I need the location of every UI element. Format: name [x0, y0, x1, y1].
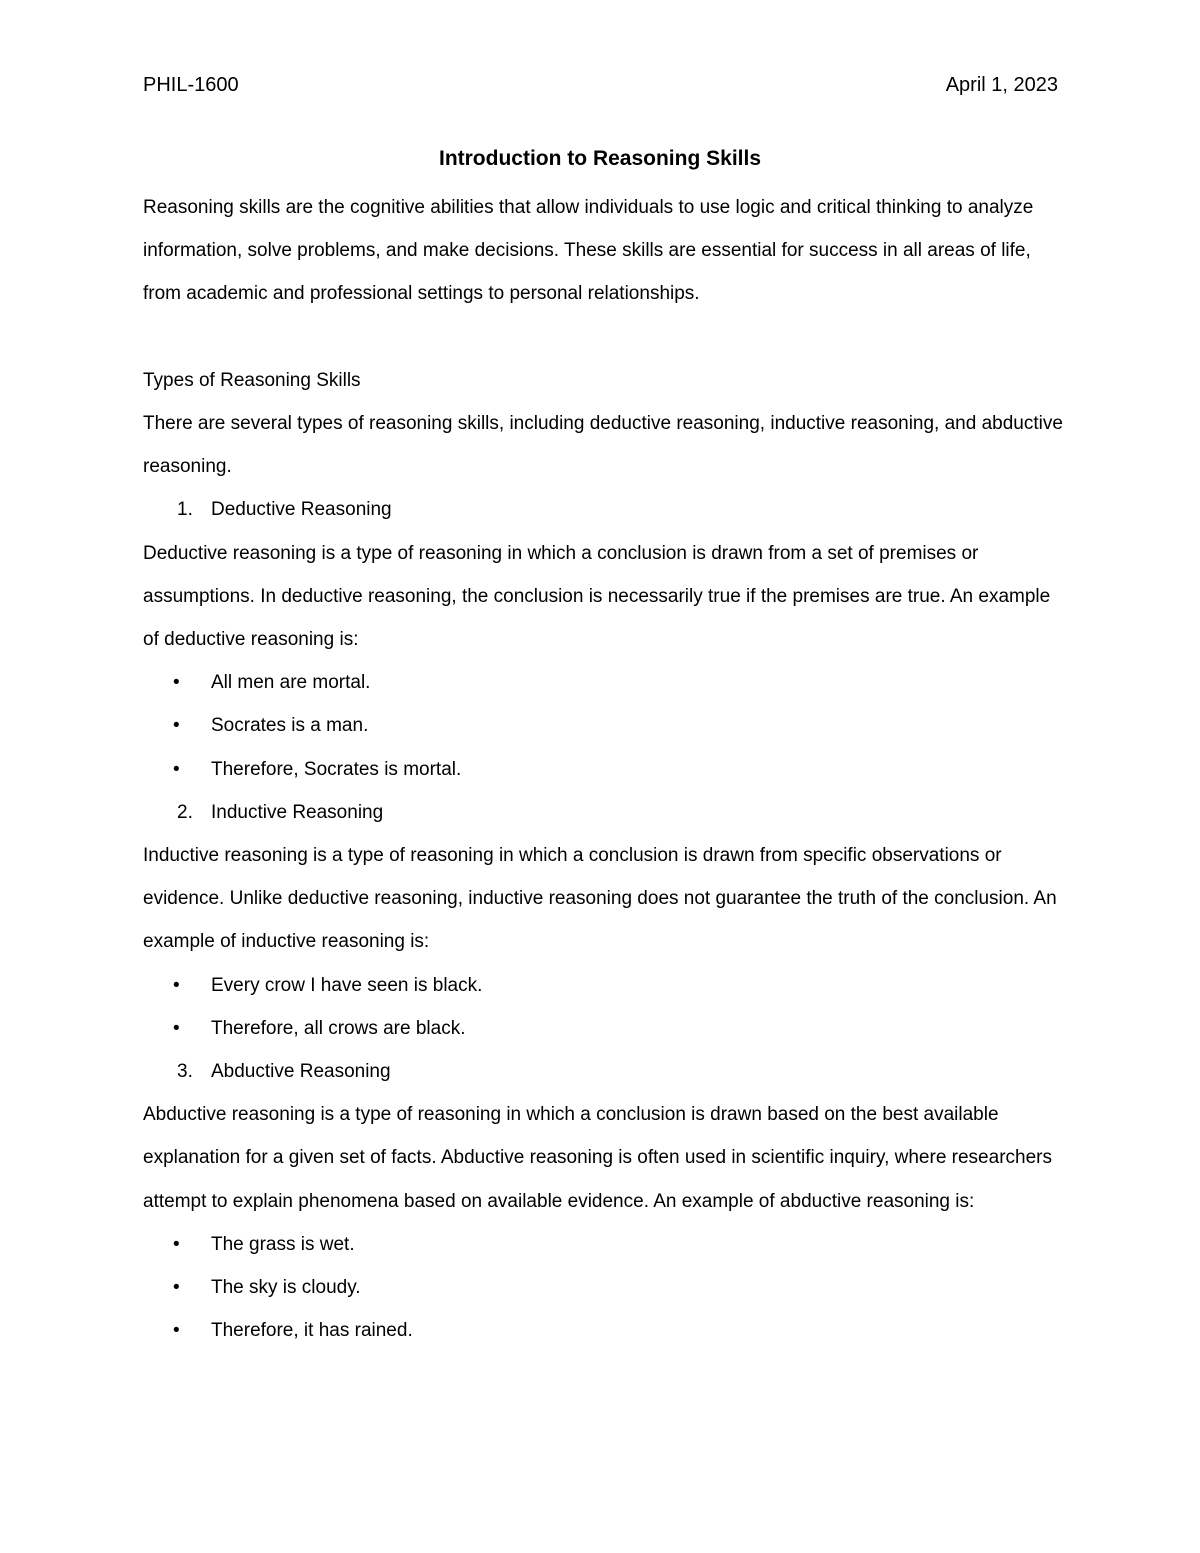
- document-body: [143, 186, 1063, 1352]
- list-item: [143, 1266, 1063, 1309]
- list-item: [143, 964, 1063, 1007]
- section-heading-label: Abductive Reasoning: [211, 1061, 391, 1083]
- bullet-icon: •: [173, 974, 180, 996]
- bullet-icon: •: [173, 715, 180, 737]
- bullet-text: Socrates is a man.: [211, 715, 369, 737]
- abductive-paragraph: Abductive reasoning is a type of reasoning in which a conclusion is drawn based on the best available explanation for a given set of facts. Abductive reasoning is often used in scientific inquiry, where researchers attempt to explain phenomena based on available evidence. An example of abductive reasoning is:: [143, 1104, 1052, 1212]
- bullet-text: All men are mortal.: [211, 672, 371, 694]
- list-number: 2.: [177, 801, 193, 823]
- bullet-icon: •: [173, 1277, 180, 1299]
- document-title: Introduction to Reasoning Skills: [438, 147, 761, 170]
- list-item: [143, 704, 1063, 747]
- deductive-paragraph: Deductive reasoning is a type of reasoning in which a conclusion is drawn from a set of premises or assumptions. In deductive reasoning, the conclusion is necessarily true if the premises are true. An example of deductive reasoning is:: [143, 542, 1051, 651]
- section-heading-deductive: [143, 488, 1063, 531]
- document-date: April 1, 2023: [945, 74, 1058, 96]
- list-number: 1.: [177, 499, 193, 521]
- list-item: [143, 1309, 1063, 1352]
- list-item: [143, 1007, 1063, 1050]
- bullet-icon: •: [173, 1233, 180, 1255]
- list-number: 3.: [177, 1061, 193, 1083]
- list-item: [143, 748, 1063, 791]
- bullet-text: Therefore, Socrates is mortal.: [211, 758, 462, 780]
- section-heading-label: Deductive Reasoning: [211, 499, 392, 521]
- section-heading-label: Inductive Reasoning: [211, 801, 384, 823]
- list-item: [143, 1223, 1063, 1266]
- section-heading-abductive: [143, 1050, 1063, 1093]
- bullet-text: The sky is cloudy.: [211, 1277, 361, 1299]
- bullet-text: Therefore, it has rained.: [211, 1320, 413, 1342]
- bullet-icon: •: [173, 758, 180, 780]
- bullet-text: Every crow I have seen is black.: [211, 974, 483, 996]
- paragraph-spacer: [143, 316, 1063, 359]
- bullet-icon: •: [173, 672, 180, 694]
- bullet-icon: •: [173, 1017, 180, 1039]
- types-intro-paragraph: There are several types of reasoning skills, including deductive reasoning, inductive reasoning, and abductive reasoning.: [143, 413, 1063, 478]
- course-code: PHIL-1600: [143, 74, 239, 96]
- bullet-text: Therefore, all crows are black.: [211, 1017, 466, 1039]
- bullet-icon: •: [173, 1320, 180, 1342]
- types-heading: Types of Reasoning Skills: [143, 369, 361, 391]
- section-heading-inductive: [143, 791, 1063, 834]
- list-item: [143, 661, 1063, 704]
- bullet-text: The grass is wet.: [211, 1233, 355, 1255]
- inductive-paragraph: Inductive reasoning is a type of reasoning in which a conclusion is drawn from specific observations or evidence. Unlike deductive reasoning, inductive reasoning does not guarantee the truth of the conclusion. An example of inductive reasoning is:: [143, 845, 1057, 953]
- intro-paragraph: Reasoning skills are the cognitive abilities that allow individuals to use logic and critical thinking to analyze information, solve problems, and make decisions. These skills are essential for success in all areas of life, from academic and professional settings to personal relationships.: [143, 197, 1034, 305]
